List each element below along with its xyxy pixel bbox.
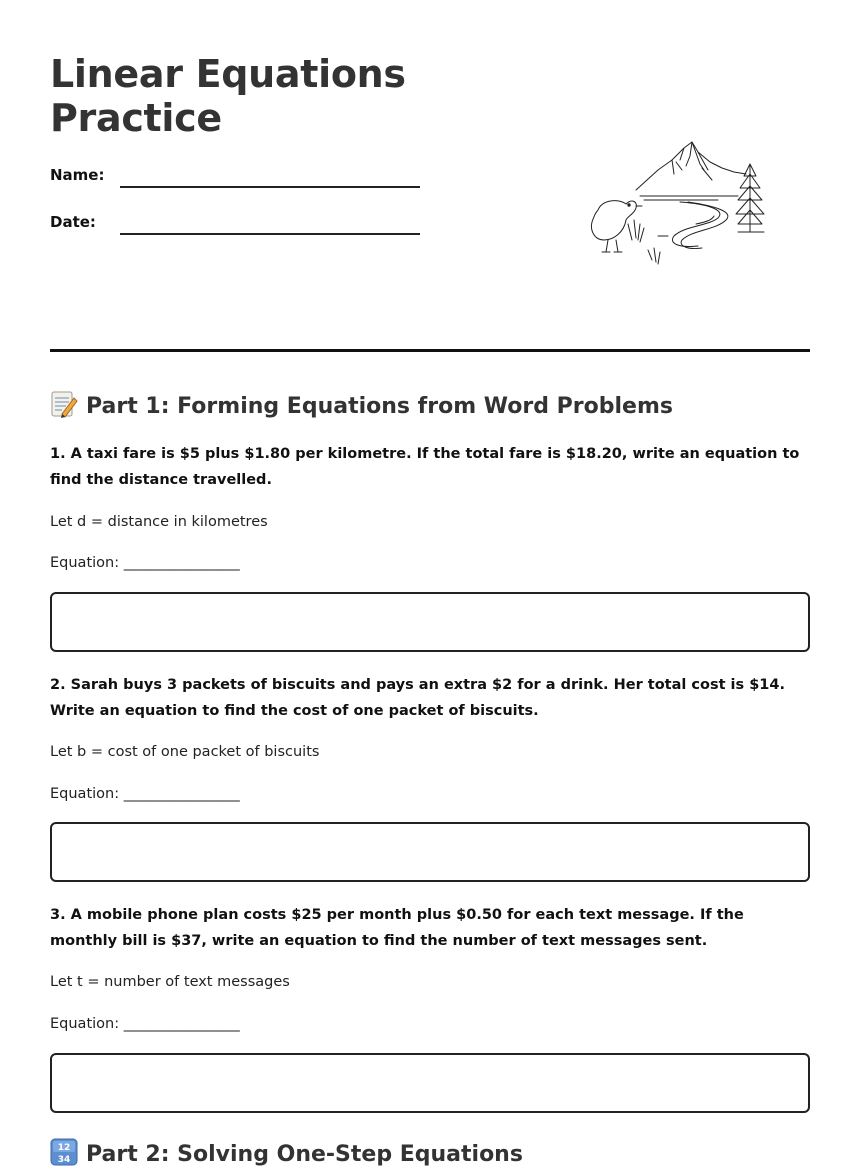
variable-3: Let t = number of text messages xyxy=(50,974,290,990)
svg-text:34: 34 xyxy=(57,1155,71,1165)
mountain-lake-bird-icon xyxy=(588,140,770,266)
question-1: 1. A taxi fare is $5 plus $1.80 per kilometre. If the total fare is $18.20, write an equation to find the distance travelled. xyxy=(50,446,800,488)
name-line[interactable] xyxy=(120,186,420,188)
variable-1: Let d = distance in kilometres xyxy=(50,514,268,530)
date-label: Date: xyxy=(50,213,96,231)
answer-box-3[interactable] xyxy=(50,1053,810,1113)
question-3: 3. A mobile phone plan costs $25 per month plus $0.50 for each text message. If the monthly bill is $37, write an equation to find the number of text messages sent. xyxy=(50,907,744,949)
answer-box-2[interactable] xyxy=(50,822,810,882)
part1-heading-text: Part 1: Forming Equations from Word Problems xyxy=(86,394,673,419)
name-field xyxy=(50,166,420,196)
worksheet-title xyxy=(50,52,406,140)
part2-heading xyxy=(50,1138,523,1167)
equation-3: Equation: ________________ xyxy=(50,1016,240,1032)
date-field xyxy=(50,213,420,243)
part2-heading-text: Part 2: Solving One-Step Equations xyxy=(86,1142,523,1167)
answer-box-1[interactable] xyxy=(50,592,810,652)
header-divider xyxy=(50,349,810,352)
equation-2: Equation: ________________ xyxy=(50,786,240,802)
part1-heading xyxy=(50,390,673,419)
input-numbers-icon xyxy=(50,1138,78,1166)
question-2: 2. Sarah buys 3 packets of biscuits and pays an extra $2 for a drink. Her total cost is $14. Write an equation to find the cost of one packet of biscuits. xyxy=(50,677,785,719)
title-line-1: Linear Equations xyxy=(50,52,406,96)
date-line[interactable] xyxy=(120,233,420,235)
memo-pencil-icon xyxy=(50,390,78,418)
equation-1: Equation: ________________ xyxy=(50,555,240,571)
title-line-2: Practice xyxy=(50,96,222,140)
name-label: Name: xyxy=(50,166,105,184)
variable-2: Let b = cost of one packet of biscuits xyxy=(50,744,320,760)
svg-text:12: 12 xyxy=(57,1143,71,1153)
